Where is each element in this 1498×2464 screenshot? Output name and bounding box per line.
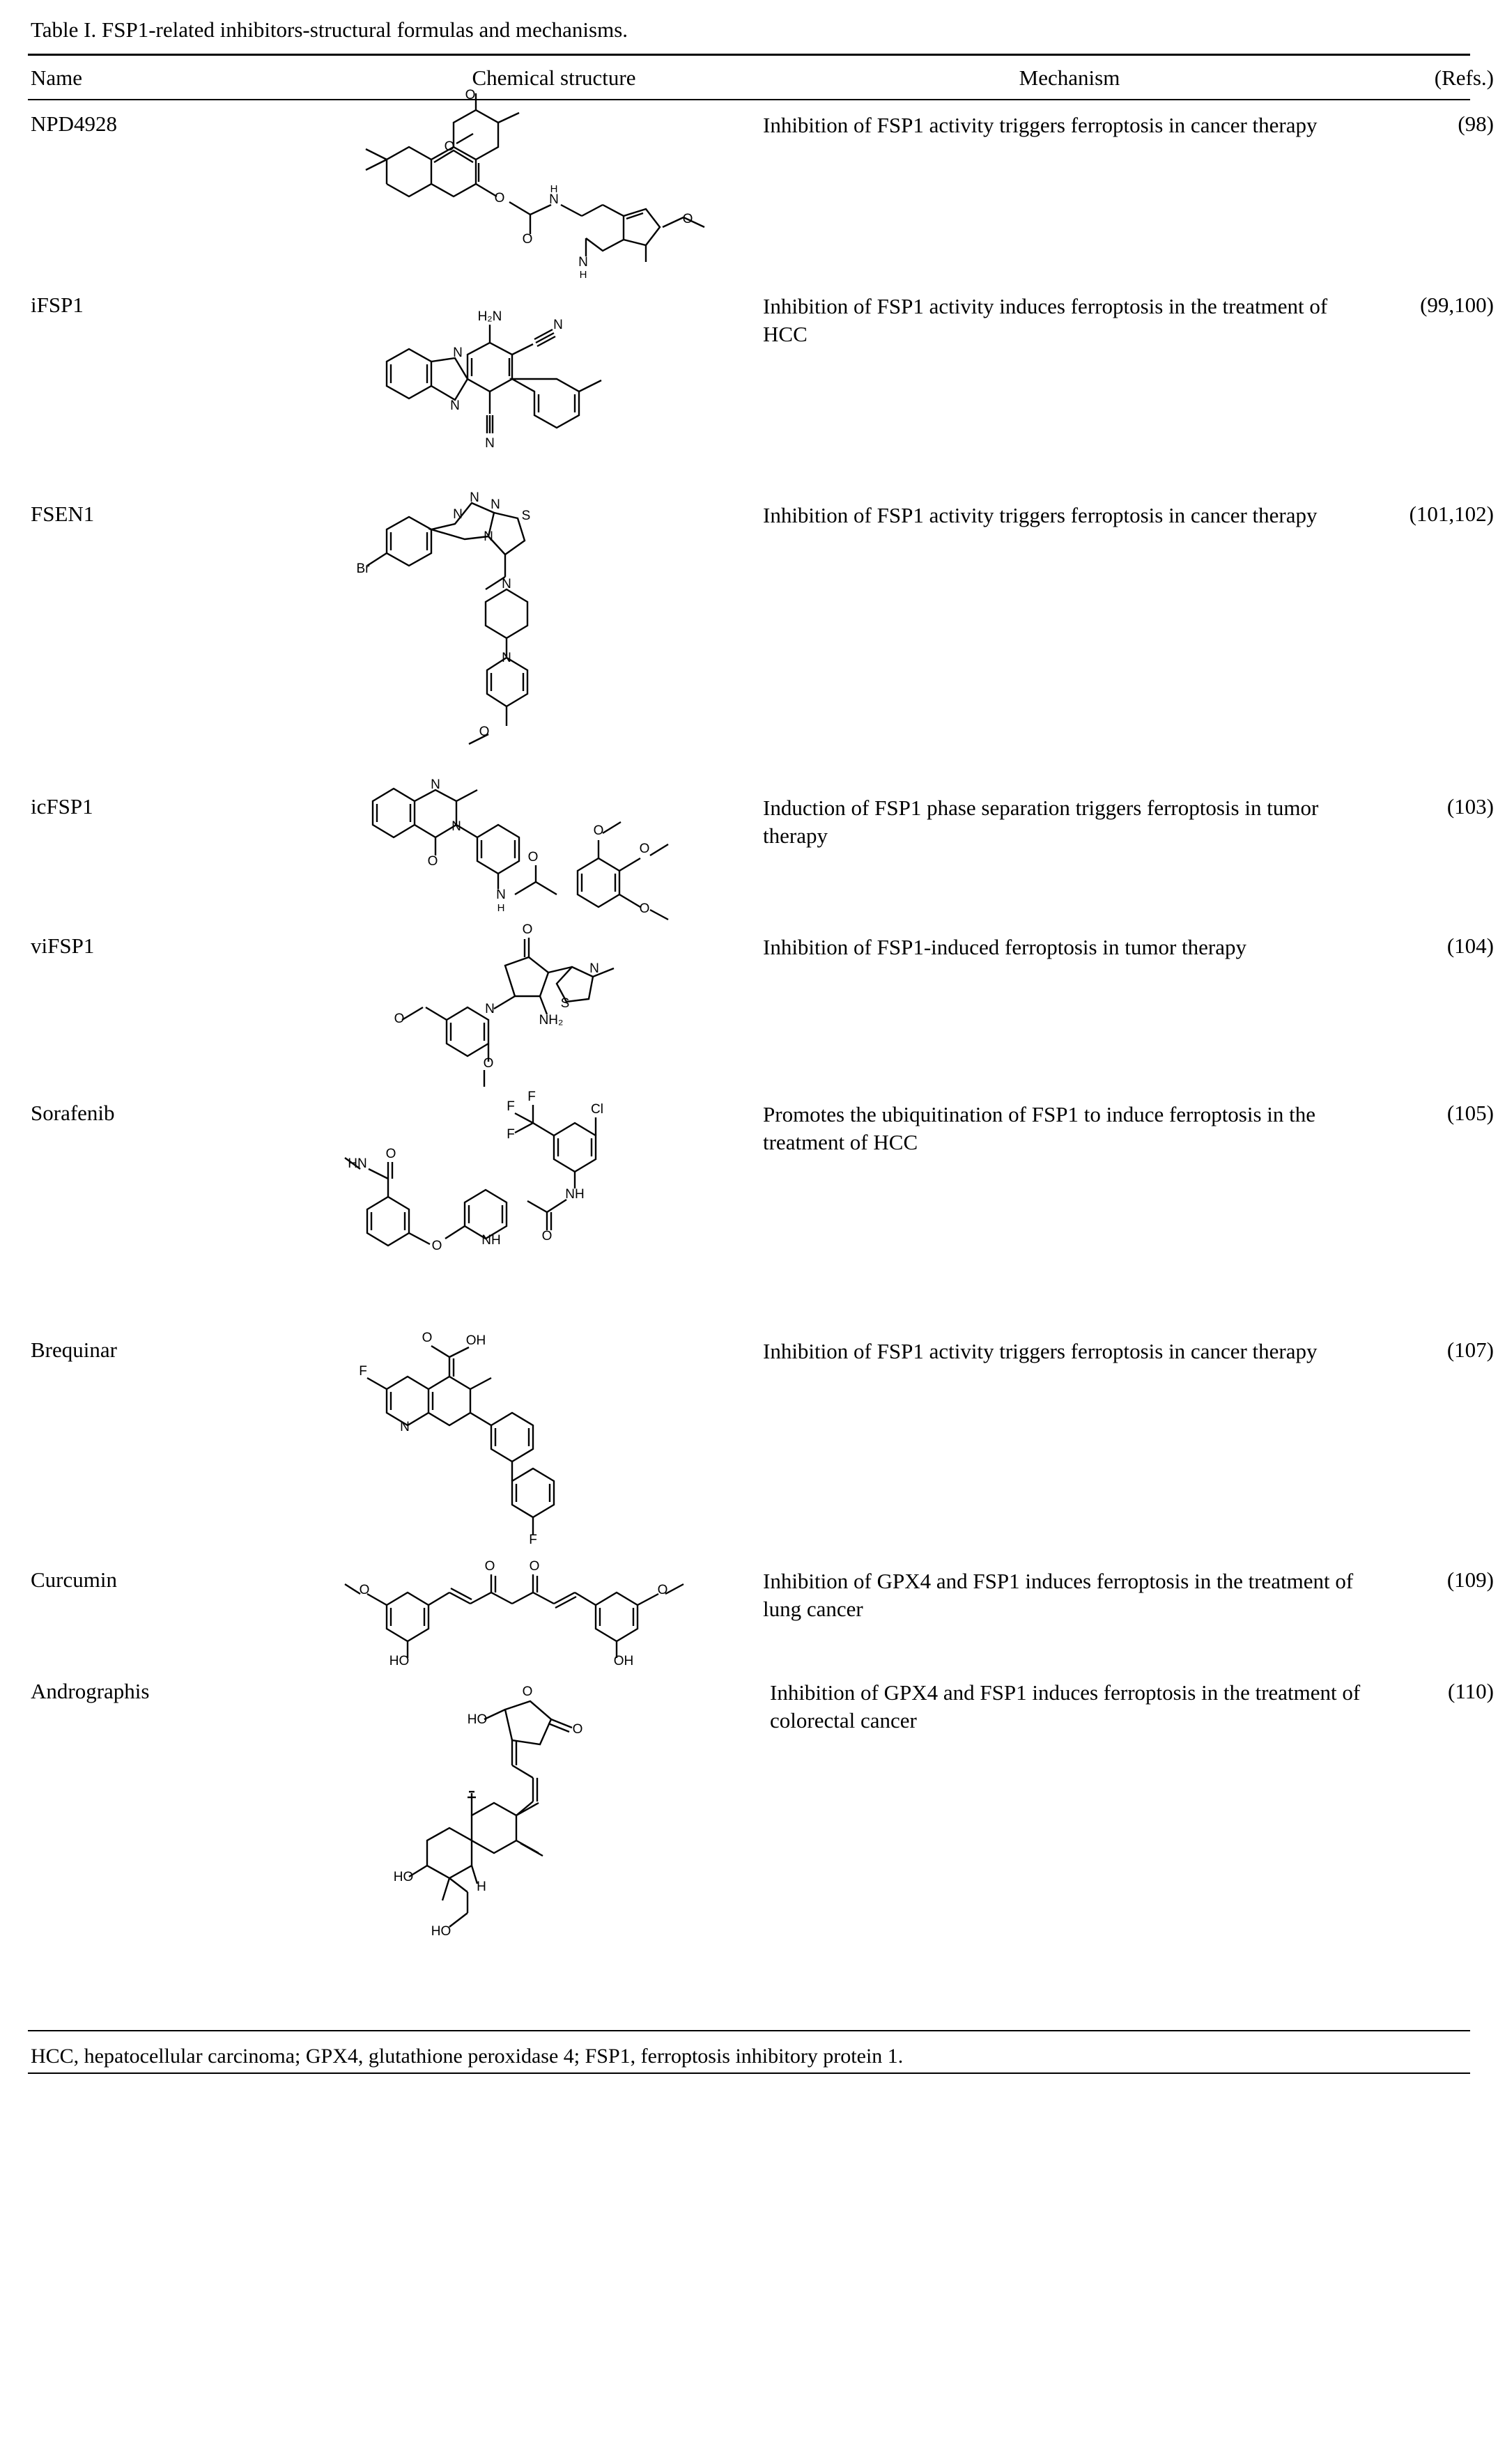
svg-text:H: H: [497, 901, 505, 914]
row-mechanism: Inhibition of FSP1-induced ferroptosis in tumor therapy: [763, 934, 1246, 959]
svg-text:O: O: [639, 901, 650, 916]
row-name: Curcumin: [31, 1567, 117, 1592]
svg-text:F: F: [507, 1126, 515, 1142]
svg-text:N: N: [491, 497, 500, 512]
svg-text:OH: OH: [465, 1333, 486, 1348]
svg-text:N: N: [502, 576, 511, 591]
svg-text:N: N: [453, 506, 463, 522]
svg-text:F: F: [359, 1363, 367, 1379]
row-structure: [345, 87, 763, 281]
svg-text:N: N: [400, 1419, 410, 1434]
svg-text:F: F: [507, 1099, 515, 1114]
svg-text:N: N: [553, 317, 563, 332]
svg-text:HO: HO: [467, 1712, 488, 1727]
row-name: iFSP1: [31, 292, 84, 317]
row-mechanism: Inhibition of GPX4 and FSP1 induces ferroptosis in the treatment of colorectal cancer: [770, 1680, 1361, 1733]
row-structure: [345, 1668, 763, 2030]
svg-text:Br: Br: [356, 561, 370, 576]
structure-ifsp1: [345, 281, 763, 490]
structure-fsen1: [345, 490, 763, 783]
svg-text:O: O: [593, 823, 604, 838]
row-refs: (98): [1458, 111, 1494, 136]
svg-text:HO: HO: [389, 1653, 410, 1668]
row-refs: (110): [1448, 1678, 1494, 1703]
row-refs: (105): [1446, 1100, 1494, 1125]
row-structure: [345, 490, 763, 783]
table-row: [28, 922, 1494, 1090]
row-refs: (109): [1446, 1567, 1494, 1592]
svg-text:HN: HN: [348, 1156, 367, 1171]
table-row: [28, 1556, 1494, 1668]
row-structure: [345, 1556, 763, 1668]
structure-vifsp1: [345, 922, 763, 1090]
row-name: viFSP1: [31, 933, 95, 958]
svg-text:N: N: [484, 529, 493, 544]
row-structure: [345, 1090, 763, 1326]
row-name: NPD4928: [31, 111, 118, 136]
svg-text:F: F: [527, 1089, 536, 1104]
svg-text:HO: HO: [431, 1923, 451, 1939]
row-structure: [345, 777, 763, 922]
svg-text:O: O: [394, 1011, 405, 1026]
svg-text:O: O: [541, 1228, 553, 1243]
svg-text:O: O: [682, 211, 693, 226]
svg-text:O: O: [422, 1330, 433, 1345]
svg-text:O: O: [494, 190, 505, 206]
svg-text:N: N: [485, 435, 495, 451]
row-mechanism: Inhibition of FSP1 activity triggers ferroptosis in cancer therapy: [763, 1338, 1318, 1363]
svg-text:S: S: [521, 508, 531, 523]
svg-text:O: O: [465, 87, 476, 102]
structure-brequinar: [345, 1326, 763, 1556]
table-row: [28, 281, 1494, 490]
svg-text:O: O: [444, 139, 455, 154]
svg-text:H₂N: H₂N: [477, 309, 502, 324]
header-name: Name: [31, 65, 83, 90]
svg-text:O: O: [522, 922, 533, 937]
table-header-row: [28, 56, 1494, 99]
table-row: [28, 1668, 1494, 2030]
header-structure: Chemical structure: [472, 65, 636, 90]
svg-text:H: H: [550, 183, 558, 195]
svg-text:O: O: [427, 853, 438, 869]
svg-text:N: N: [450, 398, 460, 413]
svg-text:N: N: [451, 819, 461, 834]
row-mechanism: Inhibition of FSP1 activity triggers ferroptosis in cancer therapy: [763, 112, 1318, 137]
svg-text:HO: HO: [393, 1869, 414, 1884]
table-row: [28, 490, 1494, 783]
row-mechanism: Induction of FSP1 phase separation triggers ferroptosis in tumor therapy: [763, 795, 1319, 849]
rule-footnote-bottom: [28, 2072, 1470, 2074]
row-mechanism: Inhibition of FSP1 activity triggers ferroptosis in cancer therapy: [763, 502, 1318, 527]
svg-text:O: O: [385, 1146, 396, 1161]
table-row: [28, 777, 1494, 922]
svg-text:N: N: [502, 650, 511, 665]
svg-text:N: N: [589, 961, 599, 976]
structure-icfsp1: [345, 777, 763, 922]
row-name: Brequinar: [31, 1337, 117, 1362]
structure-andrographis: [345, 1668, 763, 2030]
svg-text:O: O: [431, 1238, 442, 1253]
svg-text:H: H: [477, 1879, 486, 1894]
svg-text:N: N: [549, 192, 559, 207]
svg-text:O: O: [479, 724, 490, 739]
svg-text:Cl: Cl: [591, 1101, 603, 1117]
svg-text:H: H: [579, 268, 587, 281]
svg-text:O: O: [522, 1684, 533, 1699]
row-name: icFSP1: [31, 793, 93, 819]
svg-text:N: N: [578, 254, 588, 270]
svg-text:O: O: [572, 1721, 583, 1737]
row-refs: (99,100): [1420, 292, 1494, 317]
svg-text:N: N: [485, 1001, 495, 1016]
row-refs: (103): [1446, 793, 1494, 819]
row-refs: (104): [1446, 933, 1494, 958]
svg-text:F: F: [529, 1532, 537, 1547]
svg-text:NH: NH: [565, 1186, 585, 1202]
row-mechanism: Inhibition of GPX4 and FSP1 induces ferroptosis in the treatment of lung cancer: [763, 1568, 1354, 1622]
svg-text:O: O: [359, 1582, 370, 1597]
svg-text:O: O: [657, 1582, 668, 1597]
svg-text:N: N: [496, 887, 506, 902]
svg-text:N: N: [431, 777, 440, 792]
header-mechanism: Mechanism: [1019, 65, 1120, 90]
row-structure: [345, 281, 763, 490]
svg-text:N: N: [453, 345, 463, 360]
table-row: [28, 1326, 1494, 1556]
structure-sorafenib: [345, 1090, 763, 1326]
svg-text:S: S: [560, 995, 570, 1011]
svg-text:N: N: [470, 490, 479, 505]
row-name: Sorafenib: [31, 1100, 115, 1125]
svg-text:O: O: [484, 1558, 495, 1574]
row-name: FSEN1: [31, 501, 95, 526]
svg-text:O: O: [522, 231, 533, 247]
svg-text:NH₂: NH₂: [539, 1012, 564, 1028]
row-structure: [345, 1326, 763, 1556]
table-row: [28, 87, 1494, 281]
row-name: Andrographis: [31, 1678, 150, 1703]
table-caption: Table I. FSP1-related inhibitors-structural formulas and mechanisms.: [31, 17, 628, 42]
svg-text:O: O: [483, 1055, 494, 1071]
svg-text:O: O: [639, 841, 650, 856]
row-mechanism: Inhibition of FSP1 activity induces ferroptosis in the treatment of HCC: [763, 293, 1328, 347]
svg-text:O: O: [527, 849, 539, 865]
svg-text:NH: NH: [481, 1232, 501, 1248]
header-refs: (Refs.): [1434, 65, 1494, 90]
table-footnote: HCC, hepatocellular carcinoma; GPX4, glutathione peroxidase 4; FSP1, ferroptosis inhibitory protein 1.: [31, 2044, 904, 2068]
structure-curcumin: [345, 1556, 763, 1668]
table-row: [28, 1089, 1494, 1326]
svg-text:OH: OH: [613, 1653, 634, 1668]
row-mechanism: Promotes the ubiquitination of FSP1 to induce ferroptosis in the treatment of HCC: [763, 1101, 1316, 1155]
svg-text:O: O: [529, 1558, 540, 1574]
row-refs: (101,102): [1409, 501, 1494, 526]
row-structure: [345, 922, 763, 1090]
structure-npd4928: [345, 87, 763, 281]
row-refs: (107): [1446, 1337, 1494, 1362]
